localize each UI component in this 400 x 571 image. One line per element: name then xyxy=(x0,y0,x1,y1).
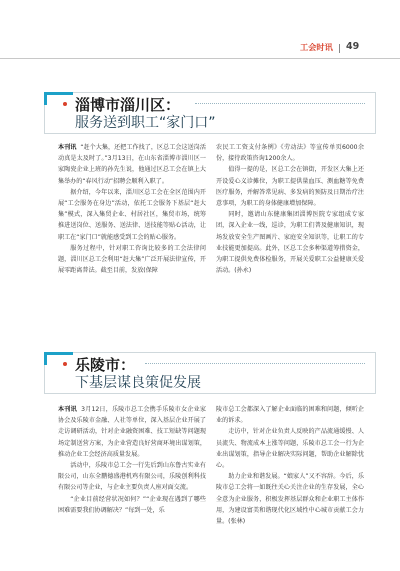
paragraph: 3月12日，乐陵市总工会携手乐陵市女企业家协会及乐陵市金融、人社等单位，深入基层企业开展了走访调研活动，针对企业融资困难、技工短缺等问题现场定制送营方案，为企业营造良好营商环境出谋划策，推动企业工会经济高质量发展。 xyxy=(58,406,207,458)
header-divider xyxy=(339,44,340,53)
paragraph: 据介绍，今年以来，淄川区总工会在全区范围内开展“工会服务在身边”活动，依托工会服务下基层“赶大集”模式，深入集贸企业、村居社区，集贸市场，统筹推进送岗位、送服务、送法律、送技能等贴心活动，让职工在“家门口”就能感受到工会的贴心服务。 xyxy=(58,188,206,241)
card-accent xyxy=(44,92,73,105)
article-column-left xyxy=(58,142,206,276)
paragraph: 服务过程中，针对职工咨询比较多的工会法律问题，淄川区总工会利用“赶大集”广泛开展法律宣传，开展零距离普法。截至目前，发放(保障 xyxy=(58,244,206,275)
header-rule xyxy=(0,58,400,59)
byline: 本刊讯 xyxy=(58,406,77,413)
paragraph: 活动中，乐陵市总工会一行先后到山东鲁古实业有限公司，山东全鹏德盛港机鸡有限公司，乐陵创利科技有限公司等企业，与企业主要负责人座对面交流。 xyxy=(58,462,206,492)
paragraph: “企业目前经营状况如何？”“企业现在遇到了哪些困难需要我们协调解决？”每到一处，乐 xyxy=(58,495,206,514)
article-subtitle: 服务送到职工“家门口” xyxy=(75,115,216,131)
paragraph: “赶个大集，还把工作找了，区总工会这送岗活动真是太及时了。”3月13日，在山东省淄博市淄川区一家陶瓷企业上班的孙先生说，他通过区总工会在镇上大集举办的“春风行动”招聘会顺利入职了。 xyxy=(58,144,207,185)
article-title: 淄博市淄川区： xyxy=(75,96,181,114)
page-header-section: 工会时讯 xyxy=(300,42,333,52)
paragraph: 同时，邀请山东健康集团淄博医院专家组成专家团，深入企业一线，巡诊，为职工们普及健康知识，现场发放安全生产图画片、家庭安全知识等，让职工的专业技能更加提高。此外，区总工会多种渠道筹措资金，为职工提供免费体检服务，开展关爱职工公益健康关爱活动。(孙永) xyxy=(216,211,364,275)
title-dots xyxy=(145,363,365,365)
article-column-left xyxy=(58,404,206,516)
paragraph: 助力企业和谐发展。“娘家人”又不容辞。今后，乐陵市总工会将一如既往关心关注企业的生存发展，全心全意为企业服务，积极发挥基层群众和企业职工主体作用，为建设富美和谐现代化区域性中心城市贡献工会力量。(张林) xyxy=(216,473,364,526)
article-title: 乐陵市： xyxy=(75,356,136,374)
paragraph: 走访中，针对企业负责人反映的产品流通缓慢、人员流失、物流成本上涨等问题，乐陵市总工会一行为企业出谋划策，指导企业解决实际问题，帮助企业解除忧心。 xyxy=(216,428,364,470)
card-accent xyxy=(44,352,73,365)
article-card xyxy=(44,352,376,394)
title-dots xyxy=(195,103,365,105)
article-column-right xyxy=(216,404,364,527)
article-column-right xyxy=(216,142,364,276)
paragraph: 值得一提的是，区总工会在镇街，开发区大集上还开设爱心义诊摊位，为职工提供量血压、测血糖等免费医疗服务，并解答常见病、多发病的预防及日期治疗注意事项，为职工的身体健康增加保障。 xyxy=(216,166,364,208)
paragraph: 农民工工资支付条例》《劳动法》等宣传单页6000余份，接待政策咨询1200余人。 xyxy=(216,144,364,163)
title-bullet-icon xyxy=(63,102,67,106)
article-card xyxy=(44,92,376,134)
article-subtitle: 下基层谋良策促发展 xyxy=(75,375,201,391)
paragraph: 陵市总工会都深入了解企业面临的困难和问题，倾听企业的诉求。 xyxy=(216,406,364,425)
page-number: 49 xyxy=(346,41,360,52)
byline: 本刊讯 xyxy=(58,144,77,151)
title-bullet-icon xyxy=(63,362,67,366)
